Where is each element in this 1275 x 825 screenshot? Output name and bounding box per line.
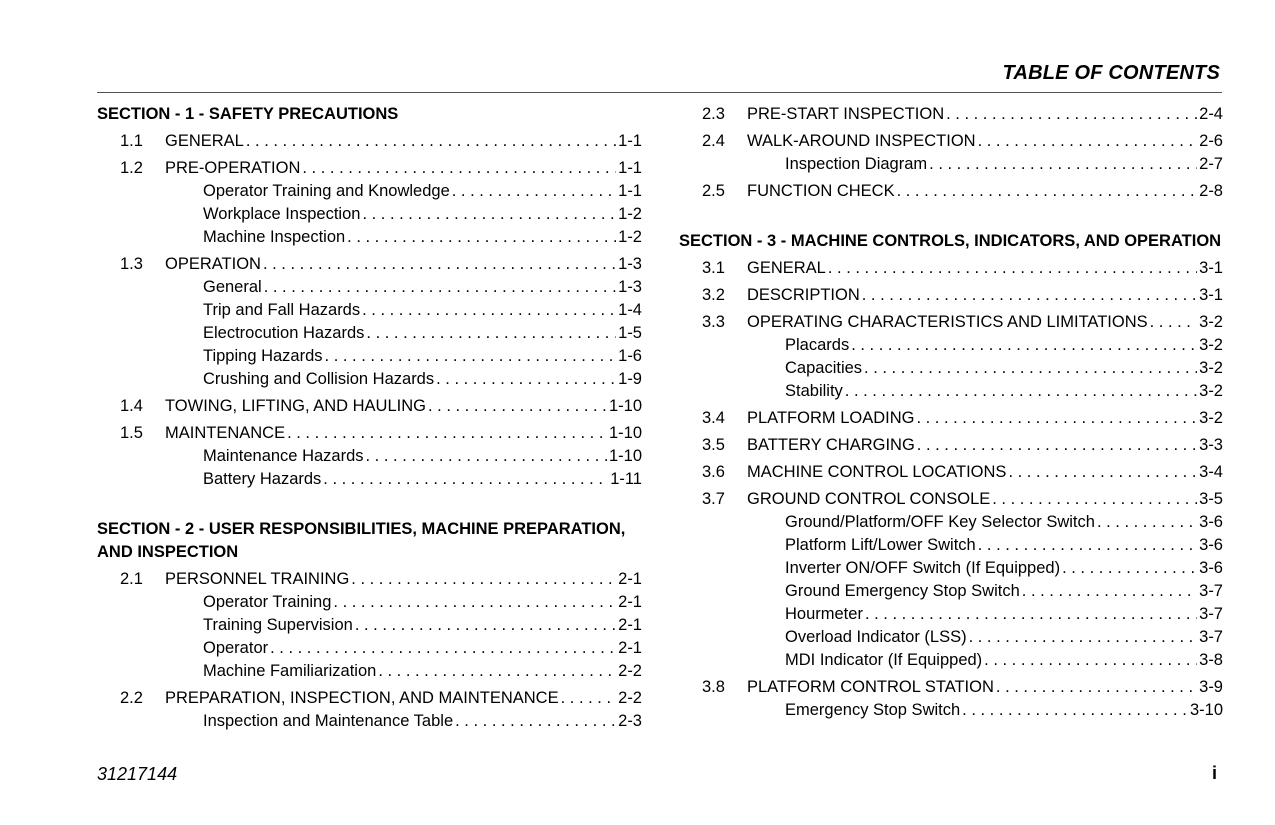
dot-leader [270, 637, 616, 660]
toc-subentry[interactable] [679, 380, 1223, 403]
toc-subentry[interactable] [679, 580, 1223, 603]
dot-leader [347, 226, 616, 249]
entry-number: 3.8 [702, 678, 725, 696]
entry-number: 3.3 [702, 313, 725, 331]
entry-page: 1-1 [618, 132, 642, 150]
toc-entry-list [97, 568, 642, 733]
toc-entry[interactable] [679, 488, 1223, 511]
toc-subentry[interactable] [97, 660, 642, 683]
dot-leader [978, 534, 1197, 557]
entry-page: 3-6 [1199, 513, 1223, 531]
dot-leader [351, 568, 616, 591]
entry-page: 3-6 [1199, 536, 1223, 554]
entry-title: GROUND CONTROL CONSOLE [747, 490, 991, 508]
entry-page: 3-4 [1199, 463, 1223, 481]
entry-title: Inspection and Maintenance Table [203, 712, 454, 730]
entry-page: 1-5 [618, 324, 642, 342]
dot-leader [992, 488, 1197, 511]
entry-page: 2-1 [618, 639, 642, 657]
dot-leader [845, 380, 1197, 403]
entry-title: Platform Lift/Lower Switch [785, 536, 976, 554]
toc-entry[interactable] [679, 407, 1223, 430]
toc-entry[interactable] [679, 257, 1223, 280]
toc-subentry[interactable] [679, 557, 1223, 580]
entry-title: Machine Inspection [203, 228, 346, 246]
entry-page: 2-1 [618, 593, 642, 611]
entry-number: 1.1 [120, 132, 143, 150]
entry-title: GENERAL [747, 259, 826, 277]
toc-subentry[interactable] [97, 299, 642, 322]
toc-subentry[interactable] [97, 226, 642, 249]
dot-leader [264, 276, 616, 299]
entry-title: PLATFORM CONTROL STATION [747, 678, 994, 696]
entry-page: 1-2 [618, 205, 642, 223]
entry-page: 2-3 [618, 712, 642, 730]
toc-subentry[interactable] [679, 626, 1223, 649]
entry-number: 1.3 [120, 255, 143, 273]
toc-entry[interactable] [679, 130, 1223, 153]
toc-subentry[interactable] [97, 468, 642, 491]
entry-page: 3-2 [1199, 359, 1223, 377]
toc-right-column [679, 103, 1223, 722]
entry-title: PRE-START INSPECTION [747, 105, 945, 123]
toc-subentry[interactable] [679, 334, 1223, 357]
entry-title: Crushing and Collision Hazards [203, 370, 435, 388]
entry-page: 1-3 [618, 278, 642, 296]
entry-page: 1-10 [608, 424, 642, 442]
toc-subentry[interactable] [679, 699, 1223, 722]
entry-number: 2.4 [702, 132, 725, 150]
entry-page: 3-6 [1199, 559, 1223, 577]
toc-subentry[interactable] [97, 710, 642, 733]
entry-page: 2-1 [618, 570, 642, 588]
entry-title: Operator Training [203, 593, 332, 611]
entry-title: Operator [203, 639, 269, 657]
dot-leader [929, 153, 1197, 176]
document-number: 31217144 [97, 764, 178, 784]
dot-leader [897, 180, 1197, 203]
entry-title: Stability [785, 382, 843, 400]
entry-title: Training Supervision [203, 616, 353, 634]
entry-number: 3.5 [702, 436, 725, 454]
dot-leader [862, 284, 1197, 307]
dot-leader [916, 407, 1197, 430]
entry-page: 3-7 [1199, 605, 1223, 623]
toc-entry[interactable] [679, 180, 1223, 203]
entry-number: 3.2 [702, 286, 725, 304]
toc-entry[interactable] [97, 687, 642, 710]
dot-leader [828, 257, 1197, 280]
entry-page: 3-5 [1199, 490, 1223, 508]
entry-title: Overload Indicator (LSS) [785, 628, 967, 646]
dot-leader [917, 434, 1197, 457]
dot-leader [978, 130, 1197, 153]
toc-subentry[interactable] [97, 322, 642, 345]
entry-number: 3.6 [702, 463, 725, 481]
entry-title: OPERATING CHARACTERISTICS AND LIMITATIONS [747, 313, 1148, 331]
dot-leader [362, 203, 616, 226]
toc-subentry[interactable] [679, 153, 1223, 176]
entry-title: Tipping Hazards [203, 347, 323, 365]
entry-page: 1-11 [610, 470, 642, 488]
entry-page: 2-7 [1199, 155, 1223, 173]
entry-title: Inspection Diagram [785, 155, 928, 173]
dot-leader [362, 299, 616, 322]
toc-subentry[interactable] [97, 276, 642, 299]
dot-leader [355, 614, 616, 637]
dot-leader [436, 368, 616, 391]
toc-entry[interactable] [679, 676, 1223, 699]
toc-subentry[interactable] [97, 203, 642, 226]
entry-page: 3-7 [1199, 628, 1223, 646]
entry-page: 1-1 [618, 182, 642, 200]
entry-title: General [203, 278, 262, 296]
dot-leader [452, 180, 616, 203]
toc-left-column [97, 103, 642, 733]
dot-leader [1062, 557, 1197, 580]
entry-page: 3-2 [1199, 409, 1223, 427]
entry-page: 2-8 [1199, 182, 1223, 200]
dot-leader [325, 345, 616, 368]
entry-page: 3-3 [1199, 436, 1223, 454]
entry-number: 3.4 [702, 409, 725, 427]
entry-title: Emergency Stop Switch [785, 701, 961, 719]
toc-subentry[interactable] [97, 591, 642, 614]
dot-leader [969, 626, 1197, 649]
entry-page: 2-1 [618, 616, 642, 634]
toc-entry[interactable] [97, 157, 642, 180]
entry-number: 2.3 [702, 105, 725, 123]
toc-entry-list [97, 130, 642, 491]
entry-number: 1.2 [120, 159, 143, 177]
entry-page: 1-10 [608, 397, 642, 415]
entry-title: TOWING, LIFTING, AND HAULING [165, 397, 426, 415]
dot-leader [428, 395, 607, 418]
entry-page: 1-9 [618, 370, 642, 388]
entry-title: Electrocution Hazards [203, 324, 365, 342]
dot-leader [378, 660, 616, 683]
entry-title: Hourmeter [785, 605, 863, 623]
dot-leader [287, 422, 607, 445]
dot-leader [996, 676, 1197, 699]
dot-leader [1008, 461, 1197, 484]
entry-number: 2.2 [120, 689, 143, 707]
entry-title: Ground/Platform/OFF Key Selector Switch [785, 513, 1095, 531]
toc-subentry[interactable] [679, 511, 1223, 534]
dot-leader [366, 322, 616, 345]
entry-number: 1.4 [120, 397, 143, 415]
dot-leader [1150, 311, 1197, 334]
entry-page: 2-4 [1199, 105, 1223, 123]
entry-title: Machine Familiarization [203, 662, 377, 680]
entry-page: 3-1 [1199, 259, 1223, 277]
entry-title: Maintenance Hazards [203, 447, 364, 465]
toc-subentry[interactable] [97, 637, 642, 660]
dot-leader [561, 687, 616, 710]
entry-title: Ground Emergency Stop Switch [785, 582, 1020, 600]
entry-page: 3-8 [1199, 651, 1223, 669]
dot-leader [366, 445, 607, 468]
entry-title: Trip and Fall Hazards [203, 301, 361, 319]
toc-subentry[interactable] [97, 614, 642, 637]
toc-entry[interactable] [679, 461, 1223, 484]
toc-entry-list [679, 103, 1223, 203]
entry-page: 1-10 [608, 447, 642, 465]
entry-title: Inverter ON/OFF Switch (If Equipped) [785, 559, 1061, 577]
toc-entry[interactable] [97, 253, 642, 276]
toc-entry[interactable] [97, 568, 642, 591]
entry-number: 1.5 [120, 424, 143, 442]
dot-leader [946, 103, 1197, 126]
entry-page: 1-4 [618, 301, 642, 319]
page-title: TABLE OF CONTENTS [1002, 62, 1220, 84]
section-heading: SECTION - 2 - USER RESPONSIBILITIES, MACHINE PREPARATION, AND INSPECTION [97, 520, 626, 561]
dot-leader [263, 253, 616, 276]
toc-subentry[interactable] [97, 180, 642, 203]
entry-page: 1-2 [618, 228, 642, 246]
toc-entry-list [679, 257, 1223, 722]
toc-subentry[interactable] [679, 534, 1223, 557]
dot-leader [333, 591, 616, 614]
toc-entry[interactable] [679, 103, 1223, 126]
entry-title: BATTERY CHARGING [747, 436, 915, 454]
dot-leader [1022, 580, 1197, 603]
entry-page: 3-9 [1199, 678, 1223, 696]
entry-page: 3-2 [1199, 336, 1223, 354]
dot-leader [1097, 511, 1197, 534]
entry-title: Placards [785, 336, 850, 354]
toc-entry[interactable] [679, 434, 1223, 457]
entry-page: 3-2 [1199, 313, 1223, 331]
toc-subentry[interactable] [97, 368, 642, 391]
dot-leader [246, 130, 616, 153]
entry-number: 3.1 [702, 259, 725, 277]
entry-title: DESCRIPTION [747, 286, 860, 304]
toc-entry[interactable] [679, 284, 1223, 307]
dot-leader [984, 649, 1197, 672]
toc-entry[interactable] [97, 422, 642, 445]
entry-page: 2-2 [618, 662, 642, 680]
entry-title: Operator Training and Knowledge [203, 182, 450, 200]
entry-title: Workplace Inspection [203, 205, 361, 223]
entry-page: 2-6 [1199, 132, 1223, 150]
header-divider [97, 92, 1222, 93]
entry-title: MAINTENANCE [165, 424, 286, 442]
entry-title: GENERAL [165, 132, 244, 150]
entry-page: 3-2 [1199, 382, 1223, 400]
dot-leader [302, 157, 616, 180]
entry-title: MDI Indicator (If Equipped) [785, 651, 983, 669]
toc-subentry[interactable] [679, 357, 1223, 380]
entry-title: Battery Hazards [203, 470, 322, 488]
toc-entry[interactable] [679, 311, 1223, 334]
dot-leader [323, 468, 608, 491]
section-heading: SECTION - 3 - MACHINE CONTROLS, INDICATORS, AND OPERATION [679, 232, 1222, 250]
entry-title: FUNCTION CHECK [747, 182, 895, 200]
dot-leader [865, 603, 1197, 626]
entry-page: 3-7 [1199, 582, 1223, 600]
entry-title: Capacities [785, 359, 863, 377]
dot-leader [864, 357, 1197, 380]
entry-page: 2-2 [618, 689, 642, 707]
entry-page: 1-6 [618, 347, 642, 365]
entry-number: 2.5 [702, 182, 725, 200]
section-heading: SECTION - 1 - SAFETY PRECAUTIONS [97, 105, 399, 123]
entry-title: MACHINE CONTROL LOCATIONS [747, 463, 1007, 481]
entry-page: 3-10 [1189, 701, 1223, 719]
dot-leader [455, 710, 616, 733]
entry-number: 2.1 [120, 570, 143, 588]
toc-entry[interactable] [97, 130, 642, 153]
entry-page: 1-3 [618, 255, 642, 273]
entry-title: PLATFORM LOADING [747, 409, 915, 427]
entry-title: PRE-OPERATION [165, 159, 301, 177]
entry-number: 3.7 [702, 490, 725, 508]
toc-subentry[interactable] [97, 445, 642, 468]
toc-subentry[interactable] [679, 649, 1223, 672]
entry-page: 3-1 [1199, 286, 1223, 304]
page-number: i [1211, 763, 1217, 783]
toc-subentry[interactable] [679, 603, 1223, 626]
dot-leader [851, 334, 1197, 357]
entry-title: PREPARATION, INSPECTION, AND MAINTENANCE [165, 689, 559, 707]
entry-title: OPERATION [165, 255, 261, 273]
entry-title: PERSONNEL TRAINING [165, 570, 350, 588]
entry-page: 1-1 [618, 159, 642, 177]
toc-subentry[interactable] [97, 345, 642, 368]
entry-title: WALK-AROUND INSPECTION [747, 132, 976, 150]
toc-entry[interactable] [97, 395, 642, 418]
dot-leader [962, 699, 1188, 722]
